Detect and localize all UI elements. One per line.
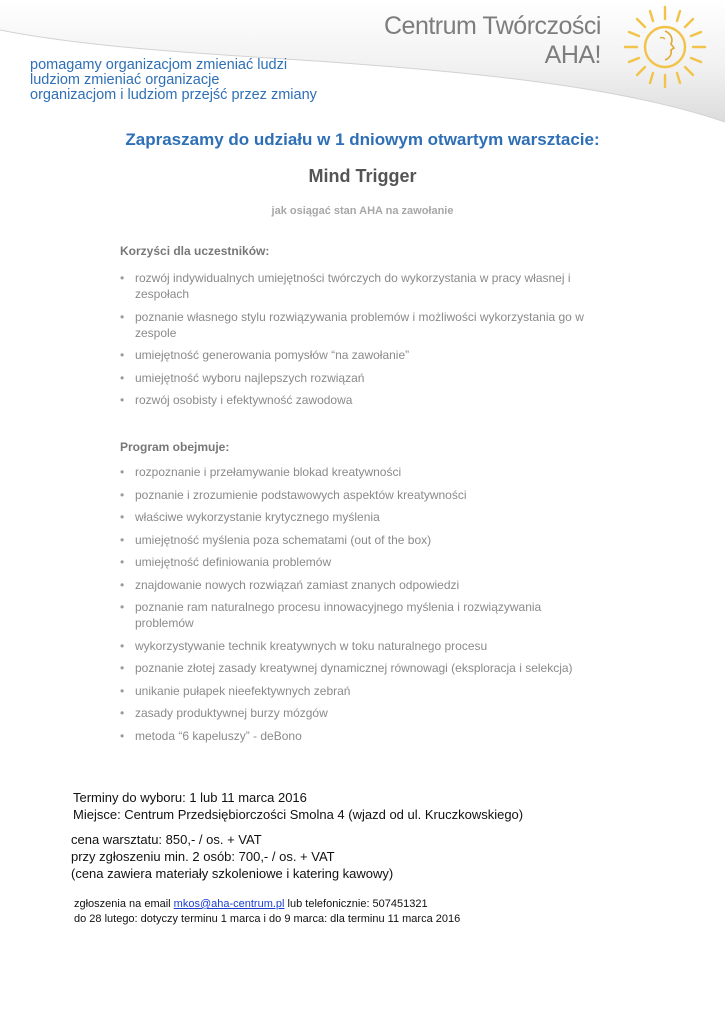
contact-phone: lub telefonicznie: 507451321	[284, 898, 428, 910]
deadline-line: do 28 lutego: dotyczy terminu 1 marca i do 9 marca: dla terminu 11 marca 2016	[74, 913, 461, 925]
price-single: cena warsztatu: 850,- / os. + VAT	[71, 832, 262, 847]
workshop-subtitle: jak osiągać stan AHA na zawołanie	[271, 205, 454, 217]
sun-logo-icon	[615, 4, 715, 90]
brand-line-1: Centrum Twórczości	[384, 12, 601, 40]
list-item: • poznanie własnego stylu rozwiązywania problemów i możliwości wykorzystania go w zespole	[120, 309, 590, 341]
list-item: • wykorzystywanie technik kreatywnych w toku naturalnego procesu	[120, 638, 590, 654]
pricing-block	[71, 831, 393, 882]
program-list	[120, 464, 590, 750]
list-item: • rozpoznanie i przełamywanie blokad kreatywności	[120, 464, 590, 480]
tagline-3: organizacjom i ludziom przejść przez zmiany	[30, 87, 317, 103]
email-link[interactable]: mkos@aha-centrum.pl	[173, 898, 285, 910]
list-item: • umiejętność wyboru najlepszych rozwiązań	[120, 370, 590, 386]
list-item: • właściwe wykorzystanie krytycznego myślenia	[120, 509, 590, 525]
list-item: • poznanie ram naturalnego procesu innowacyjnego myślenia i rozwiązywania problemów	[120, 599, 590, 631]
list-item: • umiejętność definiowania problemów	[120, 554, 590, 570]
program-heading: Program obejmuje:	[120, 440, 230, 454]
list-item: • poznanie i zrozumienie podstawowych aspektów kreatywności	[120, 487, 590, 503]
taglines	[30, 58, 317, 103]
benefits-heading: Korzyści dla uczestników:	[120, 244, 270, 258]
schedule-block	[73, 789, 523, 823]
contact-prefix: zgłoszenia na email	[74, 898, 174, 910]
list-item: • rozwój indywidualnych umiejętności twórczych do wykorzystania w pracy własnej i zespołach	[120, 270, 590, 302]
brand-name	[384, 12, 601, 70]
invitation-heading: Zapraszamy do udziału w 1 dniowym otwartym warsztacie:	[125, 130, 600, 149]
workshop-title: Mind Trigger	[308, 166, 417, 186]
price-includes: (cena zawiera materiały szkoleniowe i katering kawowy)	[71, 866, 394, 881]
benefits-list	[120, 270, 590, 415]
contact-block	[74, 897, 460, 927]
contact-line	[74, 897, 460, 912]
list-item: • umiejętność myślenia poza schematami (out of the box)	[120, 532, 590, 548]
list-item: • zasady produktywnej burzy mózgów	[120, 705, 590, 721]
schedule-dates: Terminy do wyboru: 1 lub 11 marca 2016	[73, 790, 307, 805]
list-item: • unikanie pułapek nieefektywnych zebrań	[120, 683, 590, 699]
list-item: • znajdowanie nowych rozwiązań zamiast znanych odpowiedzi	[120, 577, 590, 593]
list-item: • umiejętność generowania pomysłów “na zawołanie”	[120, 347, 590, 363]
tagline-1: pomagamy organizacjom zmieniać ludzi	[30, 57, 288, 73]
price-group: przy zgłoszeniu min. 2 osób: 700,- / os. + VAT	[71, 849, 335, 864]
tagline-2: ludziom zmieniać organizacje	[30, 72, 220, 88]
schedule-place: Miejsce: Centrum Przedsiębiorczości Smolna 4 (wjazd od ul. Kruczkowskiego)	[73, 807, 524, 822]
list-item: • metoda “6 kapeluszy” - deBono	[120, 728, 590, 744]
list-item: • poznanie złotej zasady kreatywnej dynamicznej równowagi (eksploracja i selekcja)	[120, 660, 590, 676]
brand-line-2: AHA!	[544, 41, 601, 69]
list-item: • rozwój osobisty i efektywność zawodowa	[120, 392, 590, 408]
